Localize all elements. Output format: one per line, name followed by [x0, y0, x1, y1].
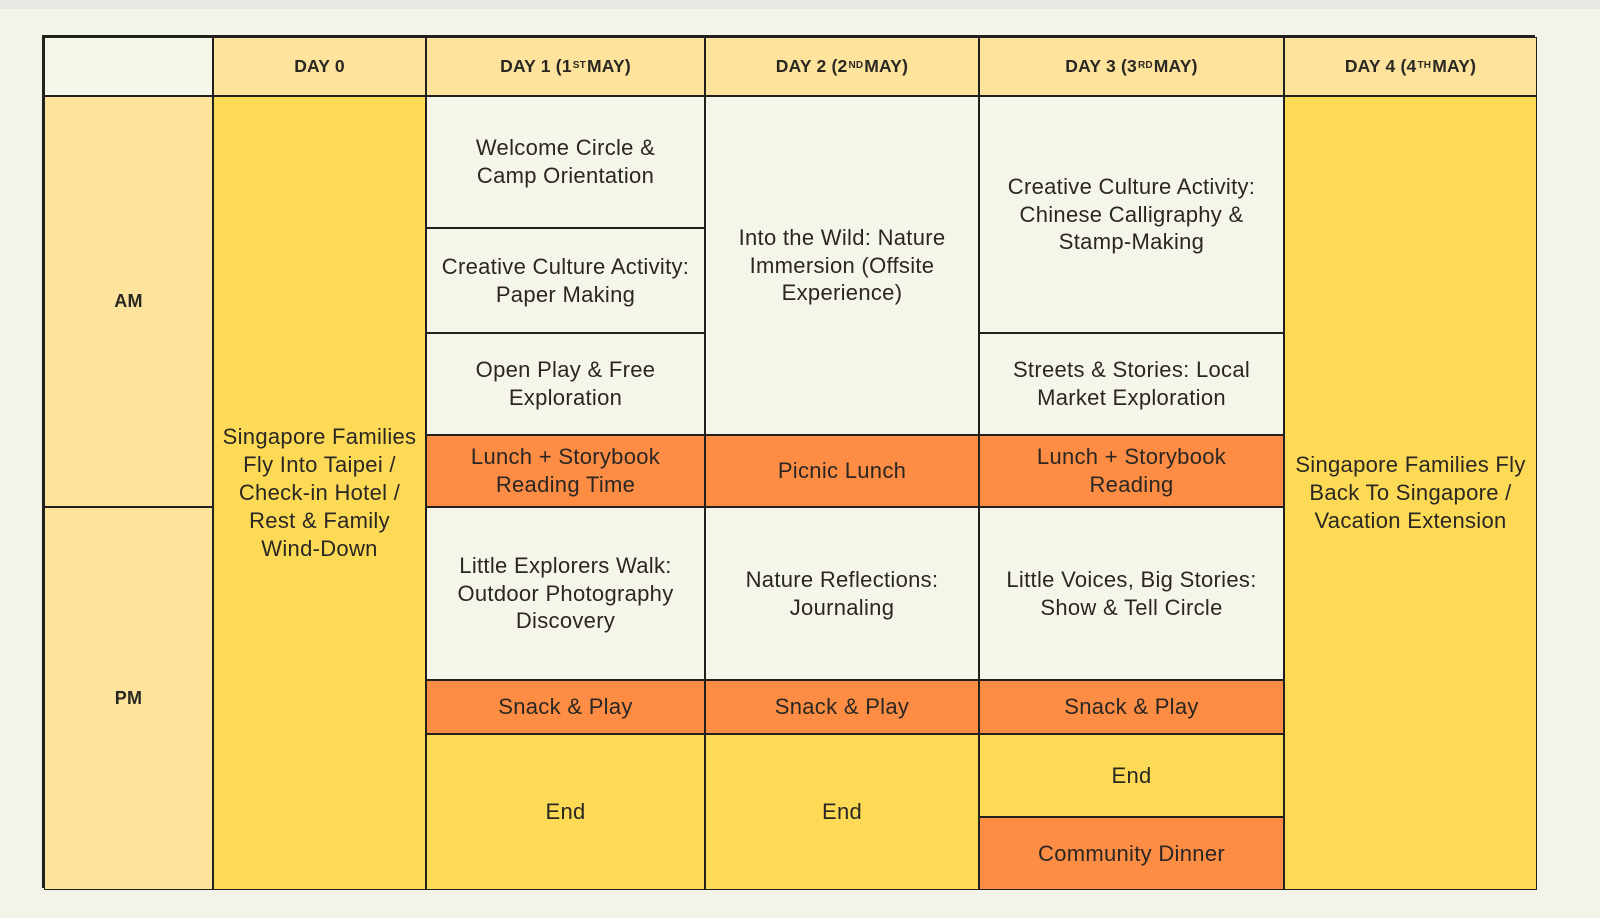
- day3-show-and-tell: Little Voices, Big Stories: Show & Tell Circle: [979, 507, 1284, 680]
- header-day-3: [979, 37, 1284, 96]
- header-day-1: [426, 37, 705, 96]
- day2-into-the-wild: Into the Wild: Nature Immersion (Offsite Experience): [705, 96, 979, 435]
- day1-explorers-walk: Little Explorers Walk: Outdoor Photography Discovery: [426, 507, 705, 680]
- day3-end: End: [979, 734, 1284, 817]
- day3-lunch: Lunch + Storybook Reading: [979, 435, 1284, 507]
- header-day-4-prefix: DAY 4 (4: [1344, 56, 1417, 77]
- day3-market-exploration: Streets & Stories: Local Market Exploration: [979, 333, 1284, 435]
- header-day-2: [705, 37, 979, 96]
- header-day-1-suffix: MAY): [586, 56, 631, 77]
- day2-end: End: [705, 734, 979, 890]
- corner-cell: [44, 37, 213, 96]
- header-day-4-suffix: MAY): [1432, 56, 1477, 77]
- day1-snack-play: Snack & Play: [426, 680, 705, 734]
- header-day-4: [1284, 37, 1537, 96]
- header-day-2-suffix: MAY): [864, 56, 909, 77]
- header-day-3-ordinal: RD: [1137, 60, 1153, 72]
- day1-open-play: Open Play & Free Exploration: [426, 333, 705, 435]
- day4-fly-back: Singapore Families Fly Back To Singapore / Vacation Extension: [1284, 96, 1537, 890]
- day2-snack-play: Snack & Play: [705, 680, 979, 734]
- day1-end: End: [426, 734, 705, 890]
- day3-community-dinner: Community Dinner: [979, 817, 1284, 890]
- day1-lunch: Lunch + Storybook Reading Time: [426, 435, 705, 507]
- header-day-0: [213, 37, 426, 96]
- day2-nature-reflections: Nature Reflections: Journaling: [705, 507, 979, 680]
- day1-welcome-circle: Welcome Circle & Camp Orientation: [426, 96, 705, 228]
- header-day-1-ordinal: ST: [572, 60, 586, 72]
- day3-chinese-calligraphy: Creative Culture Activity: Chinese Calligraphy & Stamp-Making: [979, 96, 1284, 333]
- header-day-2-ordinal: ND: [848, 60, 864, 72]
- day0-arrival-text: Singapore Families Fly Into Taipei / Check-in Hotel /: [222, 424, 417, 506]
- day0-arrival-cell: [213, 96, 426, 890]
- schedule-table: [42, 35, 1535, 888]
- header-day-0-text: DAY 0: [294, 56, 345, 77]
- top-band: [0, 0, 1600, 9]
- day0-rest-text: Rest & Family Wind-Down: [249, 507, 390, 561]
- row-label-am: AM: [44, 96, 213, 507]
- day2-picnic-lunch: Picnic Lunch: [705, 435, 979, 507]
- row-label-pm: PM: [44, 507, 213, 890]
- day1-paper-making: Creative Culture Activity: Paper Making: [426, 228, 705, 333]
- header-day-1-prefix: DAY 1 (1: [500, 56, 572, 77]
- day3-snack-play: Snack & Play: [979, 680, 1284, 734]
- header-day-4-ordinal: TH: [1417, 60, 1432, 72]
- header-day-3-prefix: DAY 3 (3: [1065, 56, 1137, 77]
- header-day-2-prefix: DAY 2 (2: [775, 56, 848, 77]
- header-day-3-suffix: MAY): [1153, 56, 1198, 77]
